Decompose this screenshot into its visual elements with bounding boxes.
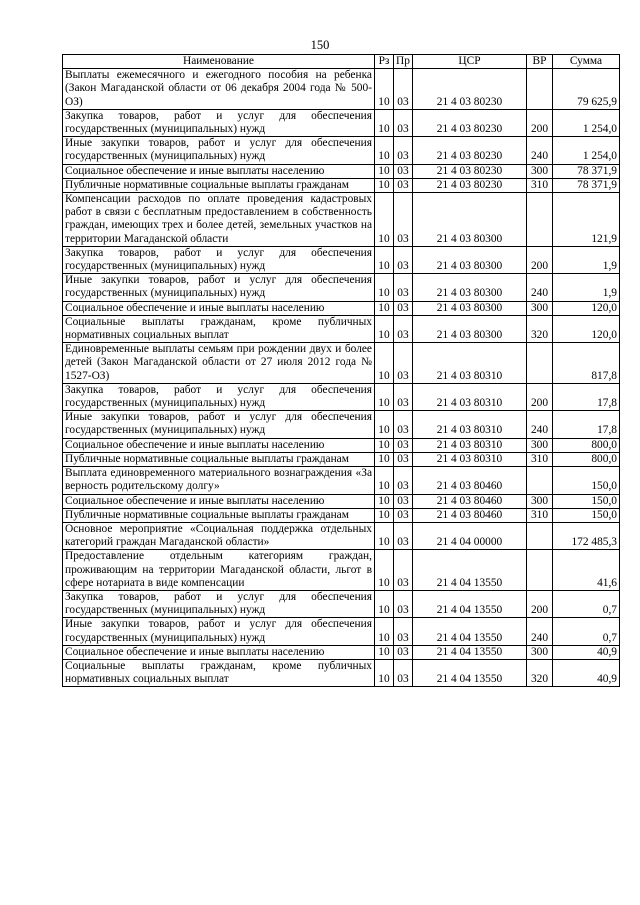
cell-vr: 310	[527, 508, 553, 522]
cell-sum: 17,8	[553, 383, 620, 410]
cell-rz: 10	[375, 383, 394, 410]
table-row	[63, 109, 620, 136]
cell-name: Закупка товаров, работ и услуг для обеспечения государственных (муниципальных) нужд	[63, 246, 375, 273]
table-row	[63, 383, 620, 410]
table-row	[63, 137, 620, 164]
cell-rz: 10	[375, 164, 394, 178]
cell-rz: 10	[375, 178, 394, 192]
cell-name: Основное мероприятие «Социальная поддержка отдельных категорий граждан Магаданской области»	[63, 522, 375, 549]
cell-rz: 10	[375, 343, 394, 384]
cell-pr: 03	[394, 274, 413, 301]
cell-sum: 40,9	[553, 645, 620, 659]
header-pr: Пр	[394, 55, 413, 69]
cell-rz: 10	[375, 274, 394, 301]
cell-csr: 21 4 04 13550	[413, 618, 527, 645]
cell-vr: 320	[527, 659, 553, 686]
cell-sum: 150,0	[553, 467, 620, 494]
table-row	[63, 645, 620, 659]
table-row	[63, 69, 620, 110]
cell-csr: 21 4 03 80300	[413, 274, 527, 301]
table-row	[63, 411, 620, 438]
cell-sum: 40,9	[553, 659, 620, 686]
cell-pr: 03	[394, 645, 413, 659]
table-row	[63, 522, 620, 549]
cell-sum: 1 254,0	[553, 109, 620, 136]
cell-name: Выплата единовременного материального вознаграждения «За верность родительскому долгу»	[63, 467, 375, 494]
cell-rz: 10	[375, 301, 394, 315]
cell-rz: 10	[375, 438, 394, 452]
cell-csr: 21 4 03 80230	[413, 109, 527, 136]
cell-vr: 240	[527, 274, 553, 301]
cell-sum: 78 371,9	[553, 178, 620, 192]
cell-csr: 21 4 03 80300	[413, 301, 527, 315]
cell-name: Закупка товаров, работ и услуг для обеспечения государственных (муниципальных) нужд	[63, 590, 375, 617]
cell-vr	[527, 522, 553, 549]
cell-sum: 0,7	[553, 618, 620, 645]
cell-sum: 172 485,3	[553, 522, 620, 549]
table-row	[63, 193, 620, 247]
table-row	[63, 274, 620, 301]
cell-csr: 21 4 03 80460	[413, 494, 527, 508]
cell-vr: 310	[527, 178, 553, 192]
cell-rz: 10	[375, 109, 394, 136]
cell-vr: 200	[527, 246, 553, 273]
cell-csr: 21 4 04 13550	[413, 550, 527, 591]
cell-sum: 41,6	[553, 550, 620, 591]
cell-vr	[527, 193, 553, 247]
cell-name: Компенсации расходов по оплате проведения кадастровых работ в связи с бесплатным предоставлением в собственность граждан, имеющих трех и более детей, земельных участков на территории Магаданской области	[63, 193, 375, 247]
table-row	[63, 315, 620, 342]
cell-vr: 300	[527, 645, 553, 659]
header-csr: ЦСР	[413, 55, 527, 69]
cell-sum: 1 254,0	[553, 137, 620, 164]
cell-csr: 21 4 03 80460	[413, 467, 527, 494]
cell-name: Публичные нормативные социальные выплаты гражданам	[63, 508, 375, 522]
table-row	[63, 494, 620, 508]
cell-name: Иные закупки товаров, работ и услуг для обеспечения государственных (муниципальных) нужд	[63, 411, 375, 438]
cell-sum: 150,0	[553, 508, 620, 522]
cell-pr: 03	[394, 618, 413, 645]
table-body	[63, 69, 620, 687]
cell-rz: 10	[375, 193, 394, 247]
cell-pr: 03	[394, 550, 413, 591]
cell-rz: 10	[375, 508, 394, 522]
cell-csr: 21 4 03 80300	[413, 246, 527, 273]
cell-sum: 17,8	[553, 411, 620, 438]
cell-sum: 1,9	[553, 246, 620, 273]
cell-vr: 320	[527, 315, 553, 342]
cell-name: Предоставление отдельным категориям граждан, проживающим на территории Магаданской области, льгот в сфере нотариата в виде компенсации	[63, 550, 375, 591]
cell-rz: 10	[375, 315, 394, 342]
cell-rz: 10	[375, 246, 394, 273]
cell-name: Социальное обеспечение и иные выплаты населению	[63, 301, 375, 315]
header-rz: Рз	[375, 55, 394, 69]
cell-sum: 1,9	[553, 274, 620, 301]
cell-rz: 10	[375, 494, 394, 508]
cell-pr: 03	[394, 315, 413, 342]
cell-sum: 121,9	[553, 193, 620, 247]
cell-csr: 21 4 03 80300	[413, 315, 527, 342]
table-row	[63, 164, 620, 178]
cell-vr: 240	[527, 137, 553, 164]
cell-csr: 21 4 03 80230	[413, 178, 527, 192]
cell-csr: 21 4 03 80310	[413, 343, 527, 384]
cell-csr: 21 4 03 80230	[413, 137, 527, 164]
cell-sum: 120,0	[553, 301, 620, 315]
table-row	[63, 452, 620, 466]
cell-name: Социальное обеспечение и иные выплаты населению	[63, 645, 375, 659]
cell-vr: 300	[527, 301, 553, 315]
cell-rz: 10	[375, 452, 394, 466]
cell-sum: 800,0	[553, 438, 620, 452]
cell-name: Единовременные выплаты семьям при рождении двух и более детей (Закон Магаданской области от 27 июля 2012 года № 1527-ОЗ)	[63, 343, 375, 384]
cell-name: Социальное обеспечение и иные выплаты населению	[63, 164, 375, 178]
cell-pr: 03	[394, 164, 413, 178]
cell-pr: 03	[394, 383, 413, 410]
cell-csr: 21 4 04 13550	[413, 645, 527, 659]
table-row	[63, 590, 620, 617]
cell-vr: 310	[527, 452, 553, 466]
cell-vr: 300	[527, 438, 553, 452]
cell-vr: 200	[527, 383, 553, 410]
cell-vr: 240	[527, 618, 553, 645]
cell-name: Социальные выплаты гражданам, кроме публичных нормативных социальных выплат	[63, 659, 375, 686]
cell-csr: 21 4 03 80230	[413, 164, 527, 178]
cell-vr: 300	[527, 164, 553, 178]
cell-vr: 240	[527, 411, 553, 438]
cell-pr: 03	[394, 508, 413, 522]
table-row	[63, 508, 620, 522]
budget-table	[62, 54, 620, 687]
cell-vr: 300	[527, 494, 553, 508]
cell-csr: 21 4 03 80310	[413, 438, 527, 452]
cell-pr: 03	[394, 659, 413, 686]
table-row	[63, 438, 620, 452]
cell-csr: 21 4 04 13550	[413, 659, 527, 686]
cell-pr: 03	[394, 452, 413, 466]
cell-csr: 21 4 03 80310	[413, 452, 527, 466]
cell-pr: 03	[394, 411, 413, 438]
cell-name: Публичные нормативные социальные выплаты гражданам	[63, 452, 375, 466]
cell-pr: 03	[394, 590, 413, 617]
cell-rz: 10	[375, 618, 394, 645]
table-row	[63, 618, 620, 645]
table-row	[63, 550, 620, 591]
cell-sum: 79 625,9	[553, 69, 620, 110]
cell-pr: 03	[394, 494, 413, 508]
cell-pr: 03	[394, 246, 413, 273]
cell-rz: 10	[375, 659, 394, 686]
cell-sum: 120,0	[553, 315, 620, 342]
cell-name: Социальное обеспечение и иные выплаты населению	[63, 438, 375, 452]
cell-pr: 03	[394, 178, 413, 192]
cell-pr: 03	[394, 109, 413, 136]
table-row	[63, 467, 620, 494]
cell-pr: 03	[394, 137, 413, 164]
cell-name: Выплаты ежемесячного и ежегодного пособия на ребенка (Закон Магаданской области от 06 декабря 2004 года № 500-ОЗ)	[63, 69, 375, 110]
cell-name: Закупка товаров, работ и услуг для обеспечения государственных (муниципальных) нужд	[63, 383, 375, 410]
cell-pr: 03	[394, 438, 413, 452]
cell-vr	[527, 69, 553, 110]
header-name: Наименование	[63, 55, 375, 69]
cell-pr: 03	[394, 467, 413, 494]
header-vr: ВР	[527, 55, 553, 69]
header-sum: Сумма	[553, 55, 620, 69]
table-row	[63, 178, 620, 192]
cell-rz: 10	[375, 137, 394, 164]
cell-rz: 10	[375, 69, 394, 110]
cell-sum: 800,0	[553, 452, 620, 466]
cell-name: Закупка товаров, работ и услуг для обеспечения государственных (муниципальных) нужд	[63, 109, 375, 136]
cell-csr: 21 4 03 80230	[413, 69, 527, 110]
cell-csr: 21 4 03 80300	[413, 193, 527, 247]
cell-pr: 03	[394, 301, 413, 315]
cell-name: Иные закупки товаров, работ и услуг для обеспечения государственных (муниципальных) нужд	[63, 618, 375, 645]
cell-name: Иные закупки товаров, работ и услуг для обеспечения государственных (муниципальных) нужд	[63, 137, 375, 164]
cell-name: Иные закупки товаров, работ и услуг для обеспечения государственных (муниципальных) нужд	[63, 274, 375, 301]
cell-vr	[527, 550, 553, 591]
cell-vr: 200	[527, 590, 553, 617]
cell-pr: 03	[394, 193, 413, 247]
cell-vr	[527, 467, 553, 494]
cell-sum: 0,7	[553, 590, 620, 617]
cell-vr	[527, 343, 553, 384]
cell-vr: 200	[527, 109, 553, 136]
cell-rz: 10	[375, 590, 394, 617]
cell-pr: 03	[394, 69, 413, 110]
cell-name: Социальные выплаты гражданам, кроме публичных нормативных социальных выплат	[63, 315, 375, 342]
cell-name: Социальное обеспечение и иные выплаты населению	[63, 494, 375, 508]
cell-name: Публичные нормативные социальные выплаты гражданам	[63, 178, 375, 192]
table-row	[63, 301, 620, 315]
cell-csr: 21 4 04 13550	[413, 590, 527, 617]
cell-rz: 10	[375, 411, 394, 438]
cell-csr: 21 4 03 80310	[413, 383, 527, 410]
table-row	[63, 343, 620, 384]
cell-csr: 21 4 04 00000	[413, 522, 527, 549]
cell-csr: 21 4 03 80460	[413, 508, 527, 522]
table-row	[63, 246, 620, 273]
table-row	[63, 659, 620, 686]
cell-sum: 817,8	[553, 343, 620, 384]
cell-sum: 78 371,9	[553, 164, 620, 178]
page-number: 150	[310, 38, 330, 52]
table-header-row	[63, 55, 620, 69]
cell-csr: 21 4 03 80310	[413, 411, 527, 438]
cell-rz: 10	[375, 550, 394, 591]
cell-rz: 10	[375, 522, 394, 549]
cell-pr: 03	[394, 343, 413, 384]
cell-rz: 10	[375, 467, 394, 494]
cell-rz: 10	[375, 645, 394, 659]
cell-sum: 150,0	[553, 494, 620, 508]
cell-pr: 03	[394, 522, 413, 549]
